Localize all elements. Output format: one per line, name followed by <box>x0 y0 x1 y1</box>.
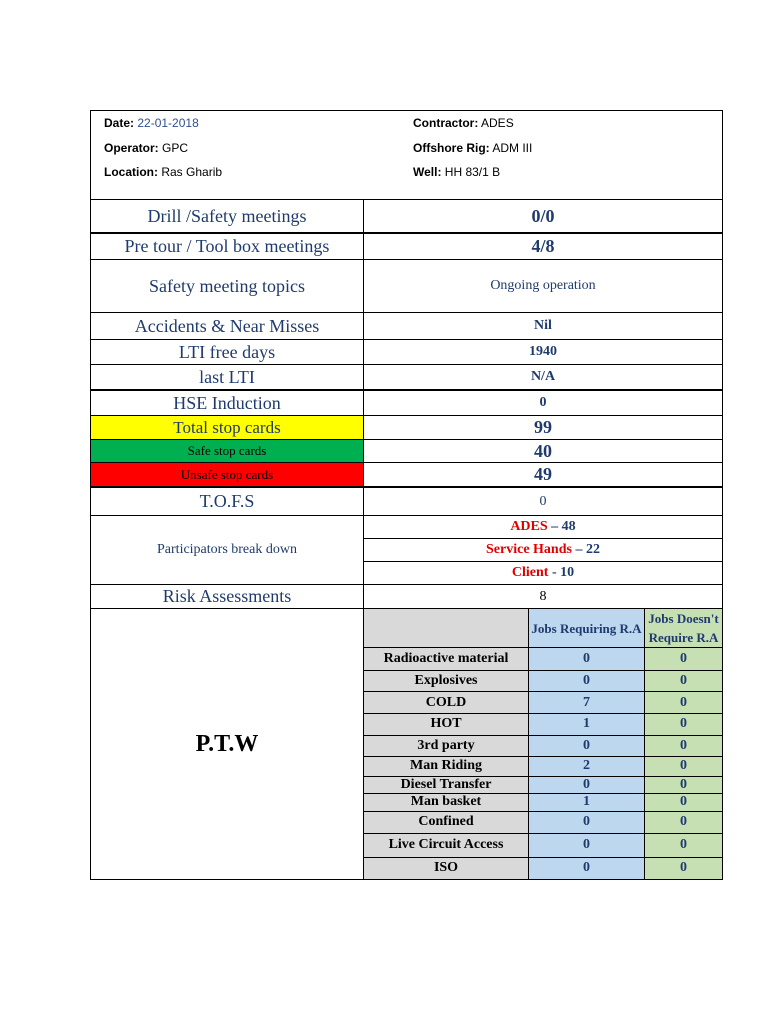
report-header <box>91 111 722 200</box>
location-value: Ras Gharib <box>161 165 223 179</box>
unsafe-stop-row <box>91 463 722 488</box>
topics-label: Safety meeting topics <box>91 260 364 312</box>
participator-item: Client - 10 <box>511 565 575 580</box>
ptw-requiring-value: 2 <box>529 757 645 776</box>
last-lti-label: last LTI <box>91 365 364 389</box>
ptw-requiring-value: 7 <box>529 692 645 713</box>
drill-value: 0/0 <box>531 205 555 226</box>
last-lti-row <box>91 365 722 391</box>
ptw-table-row <box>364 671 722 692</box>
ptw-activity-name: Man basket <box>364 794 529 810</box>
well-value: HH 83/1 B <box>444 165 501 179</box>
operator-value: GPC <box>162 141 189 155</box>
operator-line <box>104 141 188 155</box>
ptw-table-row <box>364 834 722 858</box>
location-line <box>104 165 222 179</box>
ptw-activity-name: COLD <box>364 692 529 713</box>
ptw-table-row <box>364 714 722 735</box>
unsafe-stop-value: 49 <box>534 464 552 484</box>
ptw-requiring-value: 0 <box>529 858 645 879</box>
ptw-not-requiring-value: 0 <box>645 671 722 691</box>
well-label: Well: <box>413 165 442 179</box>
lti-row <box>91 340 722 365</box>
ptw-activity-name: Confined <box>364 812 529 833</box>
drill-row <box>91 200 722 234</box>
ptw-table-row <box>364 858 722 879</box>
induction-value: 0 <box>539 395 547 410</box>
accidents-value: Nil <box>534 318 552 333</box>
participators-list <box>364 516 722 584</box>
ptw-table-row <box>364 757 722 777</box>
rig-value: ADM III <box>492 141 533 155</box>
ptw-requiring-value: 0 <box>529 812 645 833</box>
ptw-col-not-requiring: Jobs Doesn't Require R.A <box>645 609 722 647</box>
ptw-table-row <box>364 692 722 714</box>
last-lti-value: N/A <box>530 369 556 384</box>
participators-row <box>91 516 722 585</box>
location-label: Location: <box>104 165 158 179</box>
drill-label: Drill /Safety meetings <box>91 200 364 232</box>
unsafe-stop-label: Unsafe stop cards <box>91 463 364 486</box>
date-line <box>104 116 199 130</box>
ptw-requiring-value: 0 <box>529 834 645 857</box>
ptw-label: P.T.W <box>91 609 364 879</box>
rig-line <box>413 141 532 155</box>
ptw-not-requiring-value: 0 <box>645 714 722 734</box>
ptw-activity-name: Live Circuit Access <box>364 834 529 857</box>
ptw-requiring-value: 1 <box>529 794 645 810</box>
tofs-value: 0 <box>539 493 547 509</box>
ptw-not-requiring-value: 0 <box>645 736 722 756</box>
contractor-label: Contractor: <box>413 116 479 130</box>
accidents-row <box>91 313 722 340</box>
topics-value: Ongoing operation <box>490 278 596 293</box>
ptw-table-row <box>364 736 722 757</box>
ptw-activity-name: Man Riding <box>364 757 529 776</box>
ptw-activity-name: HOT <box>364 714 529 734</box>
safe-stop-label: Safe stop cards <box>91 440 364 462</box>
total-stop-row <box>91 416 722 440</box>
total-stop-label: Total stop cards <box>91 416 364 439</box>
lti-value: 1940 <box>529 344 557 359</box>
ptw-table-row <box>364 794 722 811</box>
ptw-not-requiring-value: 0 <box>645 834 722 857</box>
pretour-label: Pre tour / Tool box meetings <box>91 234 364 259</box>
participator-item: ADES – 48 <box>364 516 722 539</box>
hse-report-table <box>90 110 723 880</box>
ptw-row <box>91 609 722 879</box>
tofs-label: T.O.F.S <box>91 488 364 515</box>
ptw-not-requiring-value: 0 <box>645 777 722 793</box>
ptw-requiring-value: 0 <box>529 671 645 691</box>
rig-label: Offshore Rig: <box>413 141 490 155</box>
pretour-row <box>91 234 722 260</box>
risk-value: 8 <box>539 588 547 604</box>
total-stop-value: 99 <box>534 417 552 437</box>
accidents-label: Accidents & Near Misses <box>91 313 364 339</box>
ptw-activity-name: Explosives <box>364 671 529 691</box>
risk-row <box>91 585 722 609</box>
topics-row <box>91 260 722 313</box>
tofs-row <box>91 488 722 516</box>
ptw-requiring-value: 1 <box>529 714 645 734</box>
ptw-not-requiring-value: 0 <box>645 648 722 670</box>
ptw-not-requiring-value: 0 <box>645 858 722 879</box>
ptw-requiring-value: 0 <box>529 777 645 793</box>
lti-label: LTI free days <box>91 340 364 364</box>
safe-stop-value: 40 <box>534 440 552 461</box>
ptw-requiring-value: 0 <box>529 648 645 670</box>
ptw-activity-name: 3rd party <box>364 736 529 756</box>
ptw-col-requiring: Jobs Requiring R.A <box>529 609 645 647</box>
participators-label: Participators break down <box>91 516 364 584</box>
risk-label: Risk Assessments <box>91 585 364 608</box>
ptw-activity-name: ISO <box>364 858 529 879</box>
operator-label: Operator: <box>104 141 159 155</box>
ptw-not-requiring-value: 0 <box>645 757 722 776</box>
date-label: Date: <box>104 116 135 130</box>
participator-item: Service Hands – 22 <box>364 539 722 562</box>
pretour-value: 4/8 <box>531 236 555 256</box>
ptw-table-row <box>364 648 722 671</box>
ptw-not-requiring-value: 0 <box>645 692 722 713</box>
ptw-header-blank <box>364 609 529 647</box>
contractor-line <box>413 116 514 130</box>
ptw-table-row <box>364 777 722 794</box>
ptw-requiring-value: 0 <box>529 736 645 756</box>
safe-stop-row <box>91 440 722 463</box>
ptw-not-requiring-value: 0 <box>645 812 722 833</box>
contractor-value: ADES <box>481 116 514 130</box>
ptw-activity-name: Radioactive material <box>364 648 529 670</box>
well-line <box>413 165 500 179</box>
induction-label: HSE Induction <box>91 391 364 415</box>
date-value: 22-01-2018 <box>137 116 199 130</box>
ptw-activity-name: Diesel Transfer <box>364 777 529 793</box>
ptw-table-row <box>364 812 722 834</box>
ptw-header-row <box>364 609 722 648</box>
induction-row <box>91 391 722 416</box>
ptw-grid <box>364 609 722 879</box>
ptw-not-requiring-value: 0 <box>645 794 722 810</box>
